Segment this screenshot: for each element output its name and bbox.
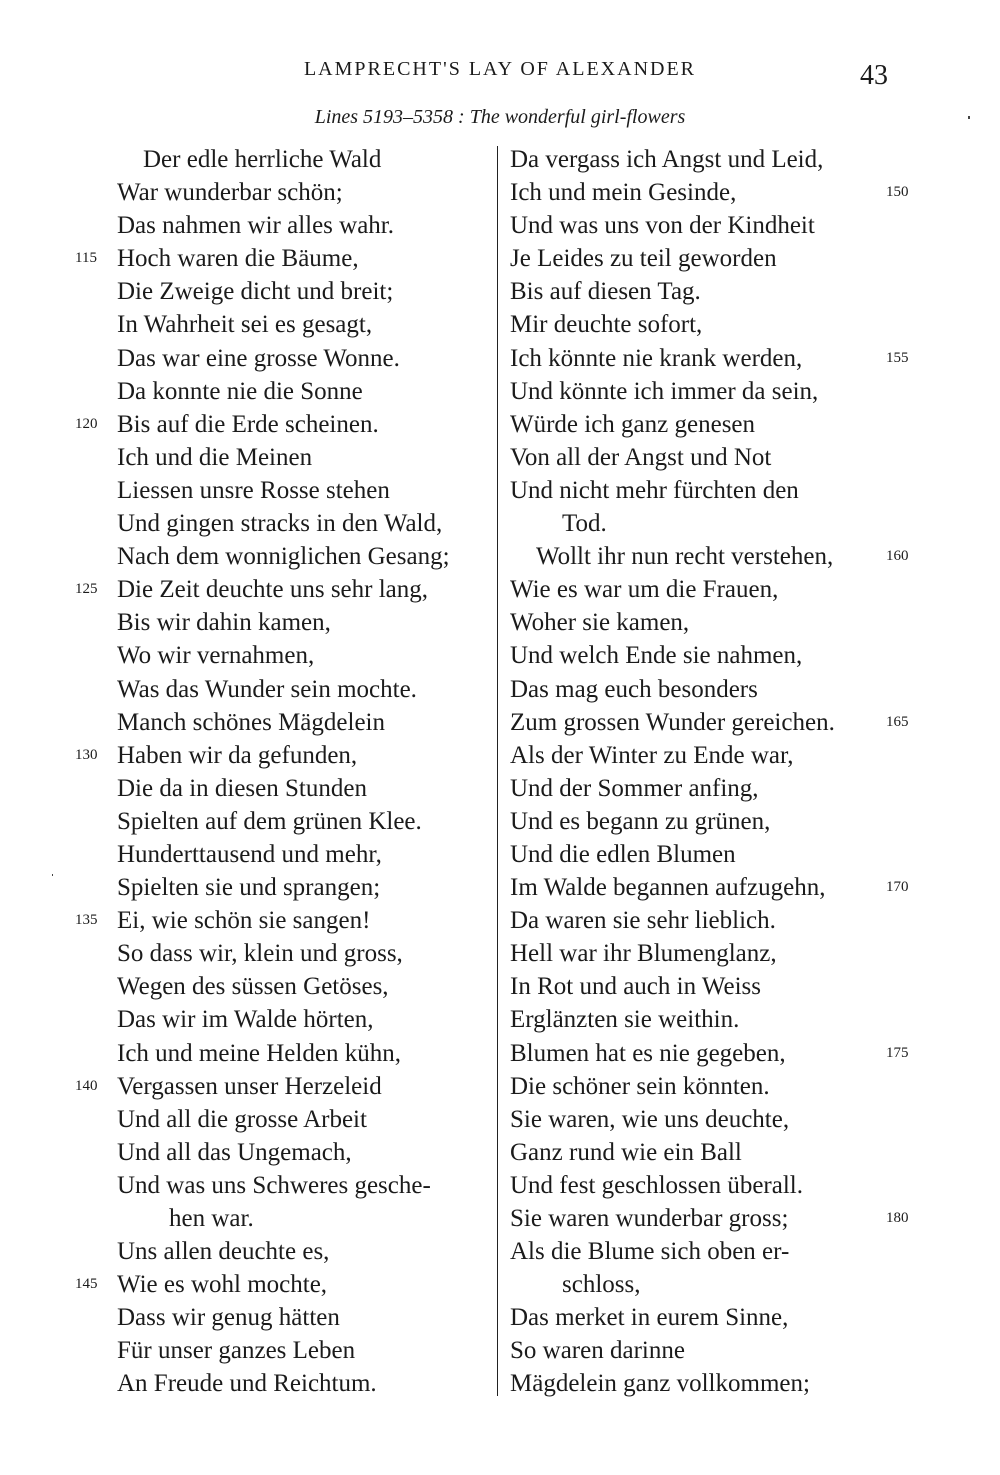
verse-text: Und nicht mehr fürchten den <box>510 476 799 504</box>
line-number: 170 <box>886 879 909 896</box>
verse-line <box>75 573 517 606</box>
verse-line <box>510 639 910 672</box>
verse-text: Und all die grosse Arbeit <box>117 1105 367 1133</box>
verse-text: Und all das Ungemach, <box>117 1138 352 1166</box>
verse-text: In Rot und auch in Weiss <box>510 973 761 1001</box>
verse-line <box>510 937 910 970</box>
verse-line <box>510 673 910 706</box>
line-number: 175 <box>886 1044 909 1061</box>
verse-line <box>510 507 910 540</box>
verse-text: Mägdelein ganz vollkommen; <box>510 1370 810 1398</box>
verse-text: Und welch Ende sie nahmen, <box>510 642 803 670</box>
line-number: 155 <box>886 349 909 366</box>
verse-text: hen war. <box>169 1205 254 1232</box>
verse-text: Sie waren, wie uns deuchte, <box>510 1105 790 1133</box>
verse-line <box>510 838 910 871</box>
line-number: 125 <box>75 581 98 598</box>
column-divider <box>497 146 498 1396</box>
verse-line <box>510 706 910 739</box>
verse-line <box>510 1367 910 1400</box>
verse-line <box>510 1169 910 1202</box>
verse-line <box>510 1136 910 1169</box>
verse-text: Ich und meine Helden kühn, <box>117 1039 401 1067</box>
verse-line <box>510 242 910 275</box>
verse-text: Da vergass ich Angst und Leid, <box>510 146 824 173</box>
left-verse-column <box>75 143 517 1401</box>
line-number: 160 <box>886 548 909 565</box>
verse-text: Ich und mein Gesinde, <box>510 179 737 207</box>
line-number: 165 <box>886 713 909 730</box>
verse-text: Ei, wie schön sie sangen! <box>117 907 371 935</box>
verse-text: Zum grossen Wunder gereichen. <box>510 708 835 736</box>
print-speck <box>968 116 970 119</box>
verse-text: Bis wir dahin kamen, <box>117 609 331 637</box>
verse-line <box>117 706 517 739</box>
verse-text: Und was uns Schweres gesche- <box>117 1171 431 1199</box>
verse-line <box>75 1070 517 1103</box>
verse-text: Bis auf die Erde scheinen. <box>117 410 379 438</box>
verse-line <box>510 176 910 209</box>
verse-text: Woher sie kamen, <box>510 609 690 637</box>
verse-text: Mir deuchte sofort, <box>510 311 703 339</box>
verse-text: So waren darinne <box>510 1337 685 1365</box>
verse-text: Von all der Angst und Not <box>510 443 772 471</box>
verse-text: War wunderbar schön; <box>117 179 343 207</box>
verse-text: Und was uns von der Kindheit <box>510 212 815 240</box>
verse-text: Wie es war um die Frauen, <box>510 576 779 604</box>
verse-text: Uns allen deuchte es, <box>117 1238 330 1266</box>
verse-text: Ich und die Meinen <box>117 443 313 471</box>
verse-text: Hunderttausend und mehr, <box>117 840 382 868</box>
verse-line <box>510 805 910 838</box>
verse-text: Sie waren wunderbar gross; <box>510 1205 789 1232</box>
verse-line <box>117 275 517 308</box>
verse-line <box>117 673 517 706</box>
verse-line <box>510 1003 910 1036</box>
verse-text: Wollt ihr nun recht verstehen, <box>536 543 834 571</box>
verse-text: Das nahmen wir alles wahr. <box>117 212 395 240</box>
verse-text: Hoch waren die Bäume, <box>117 245 359 273</box>
verse-text: Je Leides zu teil geworden <box>510 245 777 273</box>
verse-line <box>117 606 517 639</box>
verse-text: Und die edlen Blumen <box>510 840 736 868</box>
verse-text: Würde ich ganz genesen <box>510 410 756 438</box>
verse-text: Ganz rund wie ein Ball <box>510 1138 742 1166</box>
verse-text: Spielten auf dem grünen Klee. <box>117 807 422 835</box>
verse-text: Spielten sie und sprangen; <box>117 874 381 902</box>
verse-text: Was das Wunder sein mochte. <box>117 675 417 703</box>
verse-text: An Freude und Reichtum. <box>117 1370 377 1398</box>
verse-line <box>117 1334 517 1367</box>
line-number: 150 <box>886 184 909 201</box>
verse-text: Ich könnte nie krank werden, <box>510 344 803 372</box>
print-speck <box>52 874 53 876</box>
verse-line <box>510 308 910 341</box>
right-verse-column <box>510 143 910 1401</box>
verse-line <box>117 1367 517 1400</box>
verse-text: Und gingen stracks in den Wald, <box>117 510 443 538</box>
verse-text: Der edle herrliche Wald <box>143 146 382 173</box>
verse-text: Die Zweige dicht und breit; <box>117 278 394 306</box>
verse-text: Die da in diesen Stunden <box>117 774 367 802</box>
verse-text: Und es begann zu grünen, <box>510 807 771 835</box>
verse-line <box>510 540 910 573</box>
verse-line <box>117 342 517 375</box>
verse-line <box>510 1070 910 1103</box>
verse-line <box>510 772 910 805</box>
verse-line <box>510 441 910 474</box>
verse-line <box>510 606 910 639</box>
section-subtitle: Lines 5193–5358 : The wonderful girl-flowers <box>314 106 686 128</box>
verse-text: Die Zeit deuchte uns sehr lang, <box>117 576 429 604</box>
verse-line <box>510 1334 910 1367</box>
verse-line <box>510 375 910 408</box>
verse-text: Haben wir da gefunden, <box>117 741 358 769</box>
verse-text: Wegen des süssen Getöses, <box>117 973 389 1001</box>
verse-line <box>117 1136 517 1169</box>
verse-line <box>510 408 910 441</box>
verse-line <box>510 970 910 1003</box>
verse-line <box>117 507 517 540</box>
verse-line <box>117 970 517 1003</box>
line-number: 135 <box>75 912 98 929</box>
verse-text: Und fest geschlossen überall. <box>510 1171 803 1199</box>
verse-text: Als der Winter zu Ende war, <box>510 741 794 769</box>
line-number: 120 <box>75 415 98 432</box>
verse-text: So dass wir, klein und gross, <box>117 940 403 968</box>
line-number: 140 <box>75 1077 98 1094</box>
verse-line <box>510 1037 910 1070</box>
verse-text: Manch schönes Mägdelein <box>117 708 385 736</box>
verse-line <box>117 540 517 573</box>
verse-line <box>117 838 517 871</box>
verse-line <box>117 176 517 209</box>
verse-line <box>510 474 910 507</box>
verse-line <box>510 143 910 176</box>
line-number: 145 <box>75 1276 98 1293</box>
running-title: LAMPRECHT'S LAY OF ALEXANDER <box>303 58 697 80</box>
verse-text: Wie es wohl mochte, <box>117 1271 328 1299</box>
verse-line <box>117 1235 517 1268</box>
verse-text: Vergassen unser Herzeleid <box>117 1072 382 1100</box>
verse-text: Blumen hat es nie gegeben, <box>510 1039 786 1067</box>
verse-text: Und der Sommer anfing, <box>510 774 759 802</box>
verse-line <box>75 1268 517 1301</box>
line-number: 180 <box>886 1210 909 1226</box>
verse-line <box>510 871 910 904</box>
verse-line <box>75 408 517 441</box>
verse-line <box>510 275 910 308</box>
verse-line <box>510 904 910 937</box>
verse-line <box>117 375 517 408</box>
verse-line <box>117 1003 517 1036</box>
verse-text: Und könnte ich immer da sein, <box>510 377 819 405</box>
verse-line <box>117 871 517 904</box>
verse-text: Wo wir vernahmen, <box>117 642 315 670</box>
verse-line <box>510 1301 910 1334</box>
verse-line <box>117 1301 517 1334</box>
verse-line <box>117 441 517 474</box>
verse-line <box>75 739 517 772</box>
verse-text: In Wahrheit sei es gesagt, <box>117 311 373 339</box>
verse-line <box>117 474 517 507</box>
verse-text: schloss, <box>562 1271 641 1299</box>
verse-line <box>117 1037 517 1070</box>
verse-text: Nach dem wonniglichen Gesang; <box>117 543 450 571</box>
verse-line <box>510 209 910 242</box>
verse-text: Tod. <box>562 510 607 538</box>
verse-text: Das wir im Walde hörten, <box>117 1006 374 1034</box>
verse-text: Das war eine grosse Wonne. <box>117 344 400 372</box>
line-number: 130 <box>75 746 98 763</box>
verse-text: Hell war ihr Blumenglanz, <box>510 940 777 968</box>
verse-text: Im Walde begannen aufzugehn, <box>510 874 826 902</box>
verse-text: Erglänzten sie weithin. <box>510 1006 740 1034</box>
verse-text: Dass wir genug hätten <box>117 1304 340 1332</box>
verse-line <box>510 1202 910 1235</box>
verse-line <box>75 904 517 937</box>
verse-line <box>117 805 517 838</box>
verse-text: Da waren sie sehr lieblich. <box>510 907 776 935</box>
verse-line <box>117 1169 517 1202</box>
verse-line <box>510 342 910 375</box>
verse-text: Als die Blume sich oben er- <box>510 1238 790 1266</box>
line-number: 115 <box>75 250 97 267</box>
verse-line <box>117 1202 517 1235</box>
verse-line <box>510 739 910 772</box>
verse-line <box>117 1103 517 1136</box>
verse-line <box>510 1268 910 1301</box>
verse-line <box>117 639 517 672</box>
verse-line <box>510 1235 910 1268</box>
verse-line <box>117 209 517 242</box>
verse-line <box>510 1103 910 1136</box>
verse-line <box>117 143 517 176</box>
verse-text: Liessen unsre Rosse stehen <box>117 476 390 504</box>
verse-text: Bis auf diesen Tag. <box>510 278 701 306</box>
verse-text: Für unser ganzes Leben <box>117 1337 356 1365</box>
verse-text: Das mag euch besonders <box>510 675 758 703</box>
verse-line <box>117 937 517 970</box>
verse-line <box>117 772 517 805</box>
verse-line <box>117 308 517 341</box>
page-number: 43 <box>860 60 888 91</box>
verse-text: Das merket in eurem Sinne, <box>510 1304 789 1332</box>
verse-line <box>75 242 517 275</box>
verse-text: Da konnte nie die Sonne <box>117 377 363 405</box>
verse-line <box>510 573 910 606</box>
verse-text: Die schöner sein könnten. <box>510 1072 770 1100</box>
